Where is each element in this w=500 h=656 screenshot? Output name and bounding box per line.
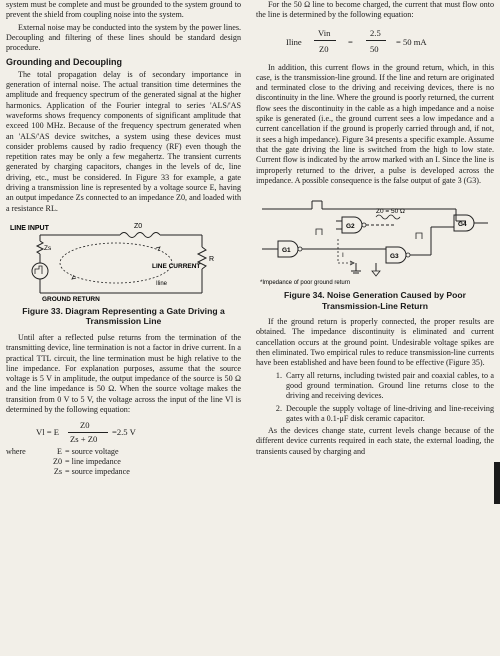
- definition-symbol: Zs: [53, 467, 62, 477]
- eq-lhs: Iline: [286, 36, 302, 47]
- paragraph: If the ground return is properly connected, the proper results are obtained. The impedance discontinuity is eliminated and current cancellation occurs at the ground point. Undesirable voltage spikes are then eliminated. Two empirical rules to reduce transmission-line currents have been established and have been found to be effective (Figure 35).: [256, 317, 494, 368]
- g1-label: G1: [282, 247, 291, 255]
- definition-text: = source impedance: [65, 467, 130, 477]
- figure-34: [256, 189, 494, 287]
- eq-denominator: Z0: [319, 43, 329, 54]
- definition-keyword: [6, 467, 40, 477]
- definition-text: = source voltage: [65, 447, 119, 457]
- g2-label: G2: [346, 223, 355, 231]
- g3-label: G3: [390, 253, 399, 261]
- definition-symbol: Z0: [53, 457, 62, 467]
- definition-symbol: E: [57, 447, 62, 457]
- g4-label: G4: [458, 221, 467, 229]
- eq-denominator: 50: [370, 43, 379, 54]
- definition-text: = line impedance: [65, 457, 121, 467]
- eq-equals: =: [348, 36, 353, 47]
- eq-rhs: =2.5 V: [112, 427, 136, 438]
- definition-keyword: where: [6, 447, 26, 457]
- figure-33: [6, 217, 241, 303]
- paragraph: In addition, this current flows in the ground return, which, in this case, is the transmission-line ground. If the line and return are originated and terminated close to the driving and receiving devices, there is no discontinuity in the line. Where the ground is poorly returned, the current flow sees the discontinuity in the cable as a high impedance and a noise spike is generated (i.e., the ground current sees a low impedance and a current cancellation if the ground is properly carried through and, if not, it sees a high impedance). Figure 34 presents a specific example. Assume that the gate driving the line is switched from the high to low state. Current flow is indicated by the arrow marked with an I. Since the line is improperly returned to the driver, a pulse is developed across the impedance. A possible consequence is the false output of gate 3 (G3).: [256, 62, 494, 185]
- ground-return-label: GROUND RETURN: [42, 295, 100, 303]
- definition-row: [6, 447, 241, 457]
- definition-row: [6, 457, 241, 467]
- variable-definitions: [6, 447, 241, 477]
- eq-numerator: Z0: [80, 420, 90, 431]
- paragraph: Until after a reflected pulse returns from the termination of the transmitting device, line termination is not a factor in drive current. In a practical TTL circuit, the line termination must be high relative to the line impedance. For explanation purposes, assume that the source voltage is 5 V in amplitude, the output impedance of the source is 50 Ω and the line impedance is 50 Ω. When the source voltage makes the transition from 0 V to 5 V, the voltage across the input of the line Vl is determined by the following equation:: [6, 332, 241, 415]
- z0-label: Z0 = 50 Ω: [376, 208, 405, 216]
- section-heading: Grounding and Decoupling: [6, 57, 122, 68]
- eq-denominator: Zs + Z0: [70, 434, 98, 445]
- figure-34-diagram: [256, 189, 494, 287]
- current-equation: [256, 23, 494, 63]
- z0-label: Z0: [134, 222, 143, 230]
- paragraph: As the devices change state, current levels change because of the different device currents required in each state, the external loading, the transients caused by charging and: [256, 426, 494, 456]
- paragraph: system must be complete and must be grounded to the system ground to prevent the shield from coupling noise into the system.: [6, 0, 241, 20]
- figure-34-note: *Impedance of poor ground return: [260, 280, 351, 287]
- rules-list: [256, 371, 494, 424]
- eq-lhs: Vl = E: [36, 427, 59, 438]
- paragraph: External noise may be conducted into the system by the power lines. Decoupling and filtering of these lines should be standard design procedure.: [6, 22, 241, 53]
- figure-34-caption: Figure 34. Noise Generation Caused by Poor Transmission-Line Return: [284, 290, 466, 311]
- eq-rhs: = 50 mA: [396, 36, 427, 47]
- eq-numerator: 2.5: [370, 27, 381, 38]
- paragraph: The total propagation delay is of secondary importance in generation of internal noise. The actual transition time determines the amplitude and frequency spectrum of the generated signal at the higher harmonics. Application of the Fourier integral to series 'ALS/'AS waveforms shows frequency components of significant amplitude that exceed 100 MHz. Because of the frequency spectrum generated when an 'ALS/'AS device switches, a system using these devices must consider problems caused by radio frequency (RF) even though the repetition rates may be only a few megahertz. The transient currents generated by charging capacitors, changes in the levels of dc, line driving, etc., must be considered. In Figure 33 for example, a gate driving a transmission line is represented by a voltage source E, having an output impedance Zs connected to an impedance Z0, and loaded with a resistance RL.: [6, 69, 241, 213]
- left-column: [6, 0, 241, 477]
- right-column: [256, 0, 494, 459]
- definition-row: [6, 467, 241, 477]
- r-label: R: [209, 255, 215, 263]
- list-item: 2. Decouple the supply voltage of line-driving and line-receiving gates with a 0.1-μF disk ceramic capacitor.: [284, 404, 494, 425]
- current-i-label: I: [342, 252, 344, 260]
- definition-keyword: [6, 457, 40, 467]
- figure-33-caption: Figure 33. Diagram Representing a Gate Driving a Transmission Line: [22, 305, 225, 327]
- page-edge-tab: [494, 462, 500, 504]
- paragraph: For the 50 Ω line to become charged, the current that must flow onto the line is determined by the following equation:: [256, 0, 494, 20]
- list-item: 1. Carry all returns, including twisted pair and coaxial cables, to a good ground termination. Ground line returns close to the driving and receiving devices.: [284, 371, 494, 402]
- line-input-label: LINE INPUT: [10, 224, 49, 232]
- zs-label: Zs: [44, 244, 52, 252]
- voltage-equation: [6, 417, 241, 447]
- line-current-label: LINE CURRENT: [152, 262, 201, 270]
- eq-numerator: Vin: [318, 27, 331, 38]
- iline-label: Iline: [156, 280, 168, 287]
- figure-33-diagram: [6, 217, 241, 303]
